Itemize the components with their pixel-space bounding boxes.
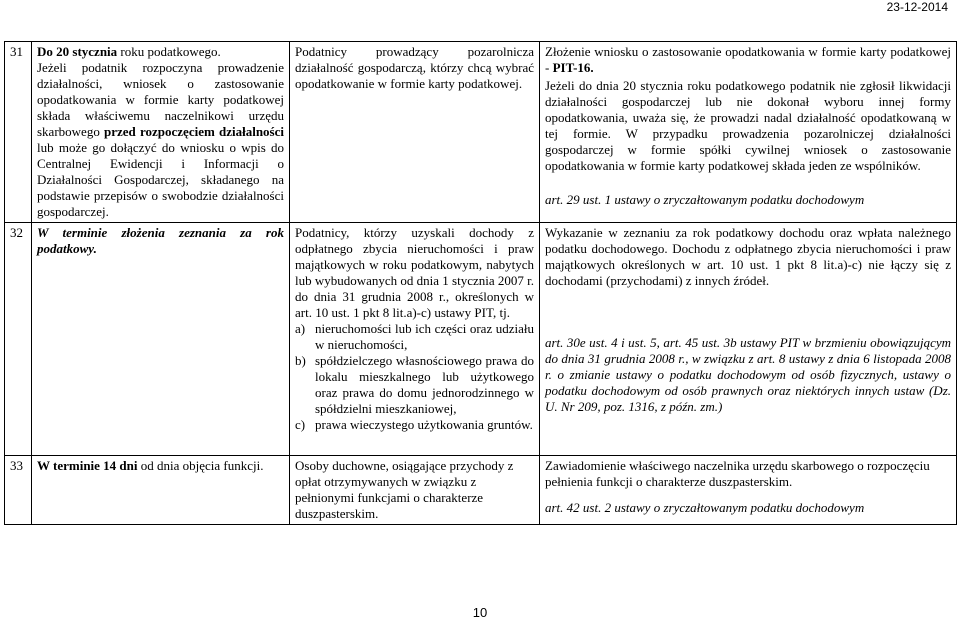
legal-reference: art. 30e ust. 4 i ust. 5, art. 45 ust. 3b ustawy PIT w brzmieniu obowiązującym do dnia 31 grudnia 2008 r., w związku z art. 8 ustawy z dnia 6 listopada 2008 r. o zmianie ustawy o podatku dochodowym od osób fizycznych, ustawy o podatku dochodowym od osób prawnych oraz niektórych innych ustaw (Dz. U. Nr 209, poz. 1316, z późn. zm.) bbox=[545, 335, 951, 414]
legal-reference: art. 29 ust. 1 ustawy o zryczałtowanym podatku dochodowym bbox=[545, 192, 865, 207]
table-row bbox=[5, 223, 957, 456]
list-item bbox=[295, 417, 534, 433]
list-marker: a) bbox=[295, 321, 306, 336]
row-number: 33 bbox=[5, 456, 32, 525]
table-row bbox=[5, 42, 957, 223]
term-text: Jeżeli podatnik rozpoczyna prowadzenie działalności, wniosek o zastosowanie opodatkowania w formie karty podatkowej składa właściwemu naczelnikowi urzędu skarbowego bbox=[37, 60, 284, 139]
list-item-text: nieruchomości lub ich części oraz udziału w nieruchomości, bbox=[315, 321, 534, 352]
list-item bbox=[295, 321, 534, 353]
who-cell bbox=[290, 42, 540, 223]
term-bold: przed rozpoczęciem działalności bbox=[104, 124, 284, 139]
table-row bbox=[5, 456, 957, 525]
desc-cell bbox=[540, 42, 957, 223]
who-cell bbox=[290, 223, 540, 456]
desc-cell bbox=[540, 223, 957, 456]
who-text: Podatnicy prowadzący pozarolnicza działalność gospodarczą, którzy chcą wybrać opodatkowanie w formie karty podatkowej. bbox=[295, 44, 534, 91]
desc-cell bbox=[540, 456, 957, 525]
row-number: 31 bbox=[5, 42, 32, 223]
desc-line-text: Złożenie wniosku o zastosowanie opodatkowania w formie karty podatkowej - bbox=[545, 44, 951, 75]
desc-line bbox=[545, 44, 951, 76]
desc-paragraph: Jeżeli do dnia 20 stycznia roku podatkowego podatnik nie zgłosił likwidacji działalności gospodarczej lub nie dokonał wyboru innej formy opodatkowania, uważa się, że prowadzi nadal działalność opodatkowaną w tej formie. W przypadku prowadzenia pozarolniczej działalności gospodarczej w formie spółki cywilnej wniosek o zastosowanie opodatkowania w formie karty podatkowej składa jeden ze wspólników. bbox=[545, 78, 951, 173]
who-text: Osoby duchowne, osiągające przychody z opłat otrzymywanych w związku z pełnionymi funkcjami o charakterze duszpasterskim. bbox=[295, 458, 514, 521]
list-item-text: spółdzielczego własnościowego prawa do lokalu mieszkalnego lub użytkowego oraz prawa do domu jednorodzinnego w spółdzielni mieszkaniowej, bbox=[315, 353, 534, 416]
term-cell bbox=[32, 42, 290, 223]
list-marker: b) bbox=[295, 353, 306, 368]
term-title: W terminie złożenia zeznania za rok podatkowy. bbox=[37, 225, 284, 256]
page-number: 10 bbox=[472, 605, 488, 620]
desc-paragraph: Zawiadomienie właściwego naczelnika urzędu skarbowego o rozpoczęciu pełnienia funkcji o charakterze duszpasterskim. bbox=[545, 458, 930, 489]
term-title: Do 20 stycznia bbox=[37, 44, 118, 59]
term-text-cont: lub może go dołączyć do wniosku o wpis do Centralnej Ewidencji i Informacji o Działalności Gospodarczej, składanego na podstawie przepisów o swobodzie działalności gospodarczej. bbox=[37, 140, 284, 219]
term-cell bbox=[32, 223, 290, 456]
tax-calendar-table bbox=[4, 41, 957, 525]
list-item-text: prawa wieczystego użytkowania gruntów. bbox=[315, 417, 533, 432]
page-date: 23-12-2014 bbox=[886, 0, 948, 14]
term-title-rest: roku podatkowego. bbox=[117, 44, 221, 59]
who-list bbox=[295, 321, 534, 433]
term-title: W terminie 14 dni bbox=[37, 458, 138, 473]
term-cell bbox=[32, 456, 290, 525]
form-code: PIT-16. bbox=[552, 60, 594, 75]
legal-reference: art. 42 ust. 2 ustawy o zryczałtowanym podatku dochodowym bbox=[545, 500, 865, 515]
list-marker: c) bbox=[295, 417, 306, 432]
term-title-rest: od dnia objęcia funkcji. bbox=[137, 458, 264, 473]
row-number: 32 bbox=[5, 223, 32, 456]
list-item bbox=[295, 353, 534, 417]
who-cell bbox=[290, 456, 540, 525]
desc-paragraph: Wykazanie w zeznaniu za rok podatkowy dochodu oraz wpłata należnego podatku dochodowego. Dochodu z odpłatnego zbycia nieruchomości i praw majątkowych określonych w art. 10 ust. 1 pkt 8 lit.a)-c) nie łączy się z dochodami (przychodami) z innych źródeł. bbox=[545, 225, 951, 288]
who-intro: Podatnicy, którzy uzyskali dochody z odpłatnego zbycia nieruchomości i praw majątkowych w roku podatkowym, nabytych lub wybudowanych od dnia 1 stycznia 2007 r. do dnia 31 grudnia 2008 r., określonych w art. 10 ust. 1 pkt 8 lit.a)-c) ustawy PIT, tj. bbox=[295, 225, 535, 320]
